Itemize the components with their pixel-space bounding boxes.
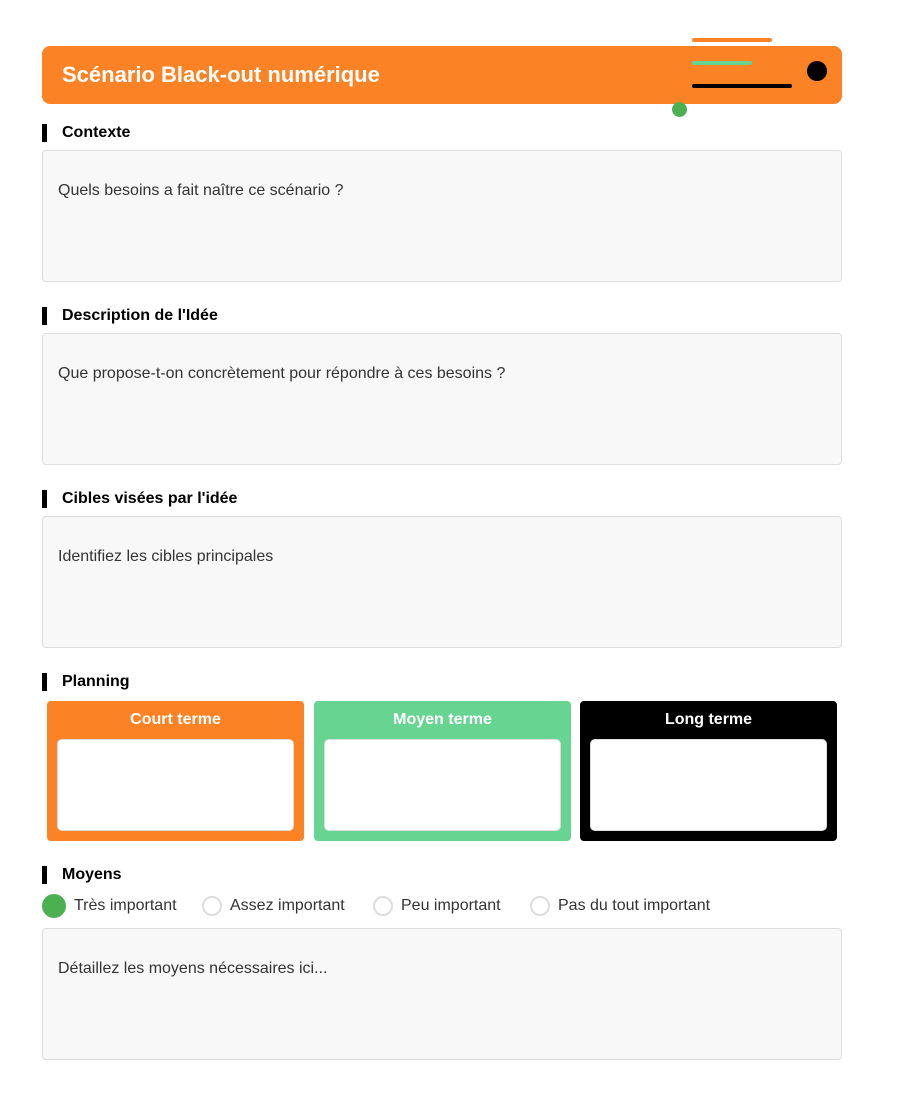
radio-peu-important[interactable] bbox=[373, 894, 501, 918]
contexte-textarea[interactable]: Quels besoins a fait naître ce scénario ? bbox=[42, 150, 842, 282]
radio-assez-important[interactable] bbox=[202, 894, 345, 918]
planning-court-terme-input[interactable] bbox=[57, 739, 294, 831]
cibles-label: Cibles visées par l'idée bbox=[42, 490, 237, 508]
decorative-green-line bbox=[692, 61, 752, 65]
planning-long-terme-card bbox=[580, 701, 837, 841]
planning-court-terme-title: Court terme bbox=[130, 711, 221, 728]
planning-moyen-terme-title: Moyen terme bbox=[393, 711, 492, 728]
page-title: Scénario Black-out numérique bbox=[62, 62, 380, 87]
radio-circle-icon[interactable] bbox=[373, 896, 393, 916]
decorative-green-dot bbox=[672, 102, 687, 117]
planning-long-terme-title: Long terme bbox=[664, 711, 753, 728]
description-label: Description de l'Idée bbox=[42, 307, 218, 325]
moyens-textarea[interactable]: Détaillez les moyens nécessaires ici... bbox=[42, 928, 842, 1060]
radio-label: Assez important bbox=[230, 897, 345, 914]
radio-circle-icon[interactable] bbox=[202, 896, 222, 916]
cibles-textarea[interactable]: Identifiez les cibles principales bbox=[42, 516, 842, 648]
radio-label: Peu important bbox=[401, 897, 501, 914]
planning-court-terme-card bbox=[47, 701, 304, 841]
form-header bbox=[42, 46, 842, 104]
radio-pas-du-tout-important[interactable] bbox=[530, 894, 710, 918]
decorative-orange-line bbox=[692, 38, 772, 42]
planning-label: Planning bbox=[42, 673, 130, 691]
planning-long-terme-input[interactable] bbox=[590, 739, 827, 831]
contexte-label: Contexte bbox=[42, 124, 130, 142]
decorative-black-line bbox=[692, 84, 792, 88]
decorative-black-dot bbox=[807, 61, 827, 81]
radio-label: Pas du tout important bbox=[558, 897, 711, 914]
radio-tres-important[interactable] bbox=[42, 894, 177, 918]
radio-circle-icon[interactable] bbox=[42, 894, 66, 918]
description-textarea[interactable]: Que propose-t-on concrètement pour répondre à ces besoins ? bbox=[42, 333, 842, 465]
radio-label: Très important bbox=[74, 897, 177, 914]
moyens-label: Moyens bbox=[42, 866, 122, 884]
planning-moyen-terme-card bbox=[314, 701, 571, 841]
planning-moyen-terme-input[interactable] bbox=[324, 739, 561, 831]
radio-circle-icon[interactable] bbox=[530, 896, 550, 916]
